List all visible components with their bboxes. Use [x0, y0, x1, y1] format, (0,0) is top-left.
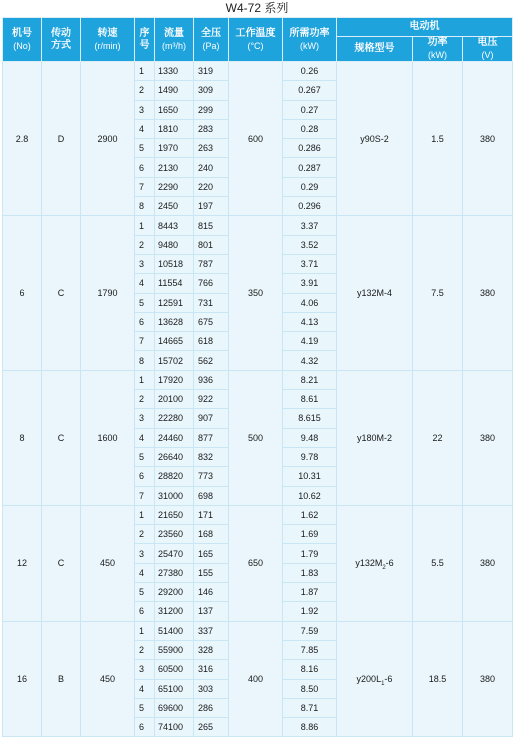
- seq-cell: 2: [135, 525, 155, 544]
- header-drive-mode: [42, 18, 81, 62]
- flow-cell: 15702: [155, 351, 194, 370]
- header-seq-label: 序: [139, 27, 150, 39]
- header-temp: [229, 18, 283, 62]
- motor-model-cell: [337, 216, 413, 370]
- power-req-cell: 0.286: [283, 139, 337, 158]
- pressure-cell: 773: [194, 467, 229, 486]
- pressure-cell: 766: [194, 274, 229, 293]
- motor-model-text: y132M: [355, 558, 383, 569]
- power-req-cell: 3.37: [283, 216, 337, 235]
- pressure-cell: 618: [194, 332, 229, 351]
- flow-cell: 1970: [155, 139, 194, 158]
- motor-model-cell: [337, 621, 413, 737]
- temp-cell: 650: [229, 505, 283, 621]
- header-motor-power-unit: (kW): [428, 50, 447, 60]
- machine-no-cell: 6: [3, 216, 42, 370]
- flow-cell: 55900: [155, 640, 194, 659]
- flow-cell: 21650: [155, 505, 194, 524]
- flow-cell: 2130: [155, 158, 194, 177]
- motor-model-subscript: 2: [382, 565, 386, 572]
- table-row: [3, 621, 513, 640]
- flow-cell: 29200: [155, 583, 194, 602]
- pressure-cell: 220: [194, 177, 229, 196]
- pressure-cell: 299: [194, 100, 229, 119]
- pressure-cell: 877: [194, 428, 229, 447]
- header-speed-unit: (r/min): [94, 40, 121, 51]
- seq-cell: 1: [135, 370, 155, 389]
- seq-cell: 4: [135, 119, 155, 138]
- flow-cell: 10518: [155, 254, 194, 273]
- pressure-cell: 815: [194, 216, 229, 235]
- pressure-cell: 286: [194, 698, 229, 717]
- flow-cell: 31200: [155, 602, 194, 621]
- header-voltage-label: 电压: [477, 37, 498, 48]
- power-req-cell: 8.71: [283, 698, 337, 717]
- temp-cell: 350: [229, 216, 283, 370]
- power-req-cell: 0.28: [283, 119, 337, 138]
- header-pressure-label: 全压: [201, 27, 221, 39]
- seq-cell: 7: [135, 177, 155, 196]
- seq-cell: 5: [135, 447, 155, 466]
- drive-mode-cell: C: [42, 505, 81, 621]
- header-voltage-unit: (V): [481, 50, 494, 60]
- speed-cell: 2900: [81, 62, 135, 216]
- temp-cell: 600: [229, 62, 283, 216]
- pressure-cell: 801: [194, 235, 229, 254]
- pressure-cell: 171: [194, 505, 229, 524]
- pressure-cell: 907: [194, 409, 229, 428]
- header-pressure-unit: (Pa): [202, 40, 220, 51]
- seq-cell: 1: [135, 216, 155, 235]
- motor-model-text: y132M-4: [356, 288, 392, 299]
- flow-cell: 60500: [155, 660, 194, 679]
- power-req-cell: 9.78: [283, 447, 337, 466]
- power-req-cell: 1.69: [283, 525, 337, 544]
- pressure-cell: 787: [194, 254, 229, 273]
- flow-cell: 69600: [155, 698, 194, 717]
- table-row: [3, 62, 513, 81]
- motor-model-cell: [337, 62, 413, 216]
- machine-no-cell: 12: [3, 505, 42, 621]
- table-body: [3, 62, 513, 737]
- motor-model-text: y90S-2: [360, 133, 389, 144]
- flow-cell: 14665: [155, 332, 194, 351]
- power-req-cell: 1.87: [283, 583, 337, 602]
- power-req-cell: 4.19: [283, 332, 337, 351]
- seq-cell: 8: [135, 351, 155, 370]
- power-req-cell: 3.71: [283, 254, 337, 273]
- flow-cell: 31000: [155, 486, 194, 505]
- header-drive-mode-label-2: 方式: [51, 39, 71, 51]
- pressure-cell: 675: [194, 312, 229, 331]
- seq-cell: 7: [135, 332, 155, 351]
- seq-cell: 3: [135, 544, 155, 563]
- pressure-cell: 303: [194, 679, 229, 698]
- flow-cell: 23560: [155, 525, 194, 544]
- power-req-cell: 10.31: [283, 467, 337, 486]
- motor-model-text: y200L: [356, 674, 382, 684]
- power-req-cell: 9.48: [283, 428, 337, 447]
- pressure-cell: 165: [194, 544, 229, 563]
- seq-cell: 8: [135, 197, 155, 216]
- power-req-cell: 8.615: [283, 409, 337, 428]
- voltage-cell: 380: [463, 621, 513, 737]
- power-req-cell: 10.62: [283, 486, 337, 505]
- flow-cell: 51400: [155, 621, 194, 640]
- pressure-cell: 146: [194, 583, 229, 602]
- voltage-cell: 380: [463, 505, 513, 621]
- temp-cell: 400: [229, 621, 283, 737]
- seq-cell: 4: [135, 563, 155, 582]
- pressure-cell: 731: [194, 293, 229, 312]
- power-req-cell: 0.29: [283, 177, 337, 196]
- power-req-cell: 1.92: [283, 602, 337, 621]
- flow-cell: 8443: [155, 216, 194, 235]
- voltage-cell: 380: [463, 370, 513, 505]
- header-flow-label: 流量: [164, 27, 184, 39]
- header-temp-label: 工作温度: [235, 27, 276, 39]
- seq-cell: 2: [135, 235, 155, 254]
- flow-cell: 74100: [155, 718, 194, 737]
- motor-model-cell: [337, 370, 413, 505]
- power-req-cell: 0.296: [283, 197, 337, 216]
- pressure-cell: 309: [194, 81, 229, 100]
- header-temp-unit: (°C): [247, 40, 264, 51]
- temp-cell: 500: [229, 370, 283, 505]
- seq-cell: 1: [135, 621, 155, 640]
- flow-cell: 17920: [155, 370, 194, 389]
- power-req-cell: 0.287: [283, 158, 337, 177]
- table-row: [3, 370, 513, 389]
- pressure-cell: 240: [194, 158, 229, 177]
- motor-model-subscript: 1: [381, 680, 385, 687]
- seq-cell: 2: [135, 640, 155, 659]
- pressure-cell: 832: [194, 447, 229, 466]
- header-machine-no-unit: (No): [13, 40, 31, 51]
- fan-spec-table: [2, 17, 513, 737]
- pressure-cell: 155: [194, 563, 229, 582]
- flow-cell: 28820: [155, 467, 194, 486]
- power-req-cell: 4.32: [283, 351, 337, 370]
- power-req-cell: 8.50: [283, 679, 337, 698]
- pressure-cell: 283: [194, 119, 229, 138]
- power-req-cell: 8.61: [283, 390, 337, 409]
- motor-power-cell: 18.5: [413, 621, 463, 737]
- seq-cell: 2: [135, 81, 155, 100]
- seq-cell: 5: [135, 139, 155, 158]
- power-req-cell: 8.86: [283, 718, 337, 737]
- seq-cell: 3: [135, 409, 155, 428]
- pressure-cell: 698: [194, 486, 229, 505]
- seq-cell: 3: [135, 100, 155, 119]
- power-req-cell: 1.83: [283, 563, 337, 582]
- power-req-cell: 7.59: [283, 621, 337, 640]
- drive-mode-cell: C: [42, 216, 81, 370]
- speed-cell: 1790: [81, 216, 135, 370]
- header-flow-unit: (m³/h): [162, 40, 186, 51]
- motor-power-cell: 5.5: [413, 505, 463, 621]
- pressure-cell: 562: [194, 351, 229, 370]
- seq-cell: 4: [135, 679, 155, 698]
- machine-no-cell: 16: [3, 621, 42, 737]
- seq-cell: 4: [135, 428, 155, 447]
- motor-model-suffix: -6: [384, 674, 393, 684]
- flow-cell: 2290: [155, 177, 194, 196]
- pressure-cell: 936: [194, 370, 229, 389]
- header-flow: [155, 18, 194, 62]
- power-req-cell: 7.85: [283, 640, 337, 659]
- pressure-cell: 265: [194, 718, 229, 737]
- header-model: 规格型号: [337, 37, 413, 62]
- seq-cell: 6: [135, 312, 155, 331]
- drive-mode-cell: B: [42, 621, 81, 737]
- speed-cell: 450: [81, 505, 135, 621]
- speed-cell: 450: [81, 621, 135, 737]
- power-req-cell: 1.62: [283, 505, 337, 524]
- header-seq-label-2: 号: [139, 39, 150, 51]
- seq-cell: 1: [135, 62, 155, 81]
- power-req-cell: 0.26: [283, 62, 337, 81]
- power-req-cell: 4.06: [283, 293, 337, 312]
- header-drive-mode-label: 传动: [51, 27, 71, 39]
- header-power-req-label: 所需功率: [289, 27, 330, 39]
- seq-cell: 6: [135, 718, 155, 737]
- header-motor-power: [413, 37, 463, 62]
- table-row: [3, 505, 513, 524]
- header-power-req: [283, 18, 337, 62]
- flow-cell: 26640: [155, 447, 194, 466]
- seq-cell: 3: [135, 254, 155, 273]
- pressure-cell: 263: [194, 139, 229, 158]
- header-speed: [81, 18, 135, 62]
- seq-cell: 5: [135, 583, 155, 602]
- flow-cell: 1650: [155, 100, 194, 119]
- header-machine-no-label: 机号: [12, 27, 32, 39]
- flow-cell: 1810: [155, 119, 194, 138]
- flow-cell: 12591: [155, 293, 194, 312]
- pressure-cell: 137: [194, 602, 229, 621]
- table-title: W4-72 系列: [225, 1, 289, 15]
- seq-cell: 6: [135, 467, 155, 486]
- flow-cell: 20100: [155, 390, 194, 409]
- table-row: [3, 216, 513, 235]
- drive-mode-cell: D: [42, 62, 81, 216]
- flow-cell: 1490: [155, 81, 194, 100]
- flow-cell: 27380: [155, 563, 194, 582]
- motor-model-suffix: -6: [385, 558, 394, 569]
- power-req-cell: 0.267: [283, 81, 337, 100]
- pressure-cell: 197: [194, 197, 229, 216]
- voltage-cell: 380: [463, 216, 513, 370]
- header-motor-power-label: 功率: [427, 37, 448, 48]
- power-req-cell: 3.52: [283, 235, 337, 254]
- pressure-cell: 319: [194, 62, 229, 81]
- seq-cell: 2: [135, 390, 155, 409]
- motor-power-cell: 7.5: [413, 216, 463, 370]
- seq-cell: 6: [135, 602, 155, 621]
- flow-cell: 2450: [155, 197, 194, 216]
- flow-cell: 9480: [155, 235, 194, 254]
- power-req-cell: 3.91: [283, 274, 337, 293]
- flow-cell: 65100: [155, 679, 194, 698]
- flow-cell: 11554: [155, 274, 194, 293]
- pressure-cell: 922: [194, 390, 229, 409]
- flow-cell: 1330: [155, 62, 194, 81]
- table-header: [3, 18, 513, 62]
- speed-cell: 1600: [81, 370, 135, 505]
- seq-cell: 7: [135, 486, 155, 505]
- header-power-req-unit: (kW): [300, 40, 319, 51]
- motor-model-cell: [337, 505, 413, 621]
- header-machine-no: [3, 18, 42, 62]
- flow-cell: 22280: [155, 409, 194, 428]
- seq-cell: 5: [135, 698, 155, 717]
- header-speed-label: 转速: [97, 27, 118, 39]
- pressure-cell: 316: [194, 660, 229, 679]
- seq-cell: 4: [135, 274, 155, 293]
- pressure-cell: 337: [194, 621, 229, 640]
- seq-cell: 3: [135, 660, 155, 679]
- motor-power-cell: 22: [413, 370, 463, 505]
- seq-cell: 5: [135, 293, 155, 312]
- machine-no-cell: 2.8: [3, 62, 42, 216]
- flow-cell: 25470: [155, 544, 194, 563]
- motor-power-cell: 1.5: [413, 62, 463, 216]
- power-req-cell: 1.79: [283, 544, 337, 563]
- voltage-cell: 380: [463, 62, 513, 216]
- pressure-cell: 168: [194, 525, 229, 544]
- power-req-cell: 0.27: [283, 100, 337, 119]
- motor-model-text: y180M-2: [356, 432, 392, 443]
- power-req-cell: 8.16: [283, 660, 337, 679]
- drive-mode-cell: C: [42, 370, 81, 505]
- machine-no-cell: 8: [3, 370, 42, 505]
- pressure-cell: 328: [194, 640, 229, 659]
- seq-cell: 6: [135, 158, 155, 177]
- header-voltage: [463, 37, 513, 62]
- header-seq: [135, 18, 155, 62]
- header-pressure: [194, 18, 229, 62]
- flow-cell: 13628: [155, 312, 194, 331]
- seq-cell: 1: [135, 505, 155, 524]
- power-req-cell: 4.13: [283, 312, 337, 331]
- header-motor: 电动机: [337, 18, 513, 37]
- power-req-cell: 8.21: [283, 370, 337, 389]
- flow-cell: 24460: [155, 428, 194, 447]
